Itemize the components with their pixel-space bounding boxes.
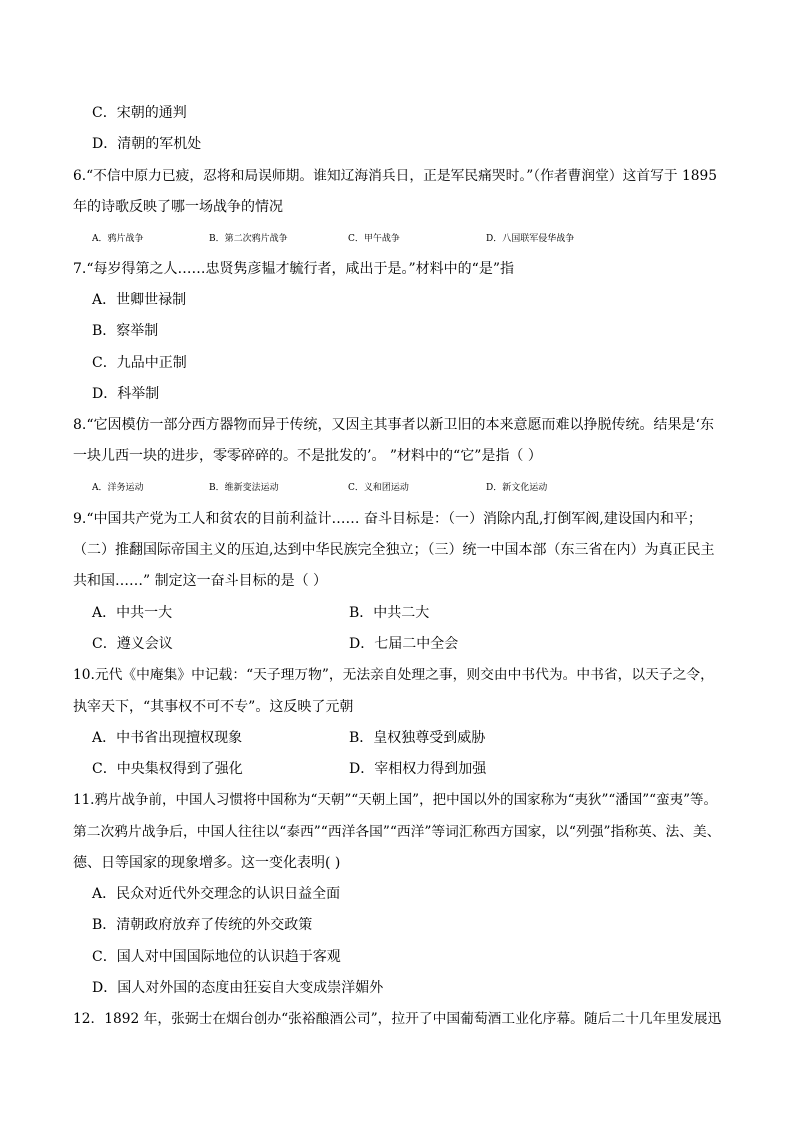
q9-stem-line2: （二）推翻国际帝国主义的压迫,达到中华民族完全独立；（三）统一中国本部（东三省在内）为真正民主 bbox=[73, 542, 715, 558]
q6-option-a: A．鸦片战争 bbox=[92, 234, 144, 244]
q7-option-b: B．察举制 bbox=[92, 323, 159, 339]
q6-option-d: D．八国联军侵华战争 bbox=[486, 234, 575, 244]
q8-stem-line2: 一块儿西一块的进步，零零碎碎的。不是批发的’。 ”材料中的“它”是指（ ） bbox=[73, 448, 542, 464]
q7-option-c: C．九品中正制 bbox=[92, 355, 187, 371]
q9-stem-line1: 9.“中国共产党为工人和贫农的目前利益计…… 奋斗目标是：（一）消除内乱,打倒军阀,建设国内和平； bbox=[73, 511, 702, 527]
q10-stem-line1: 10.元代《中庵集》中记载：“天子理万物”，无法亲自处理之事，则交由中书代为。中书省，以天子之令， bbox=[73, 667, 714, 683]
q6-stem-line1: 6.“不信中原力已疲，忍将和局误师期。谁知辽海消兵日，正是军民痛哭时。”（作者曹润堂）这首写于 1895 bbox=[73, 168, 718, 184]
q11-option-c: C．国人对中国国际地位的认识趋于客观 bbox=[92, 949, 341, 965]
q7-stem-line1: 7.“每岁得第之人……忠贤隽彦韫才毓行者，咸出于是。”材料中的“是”指 bbox=[73, 261, 514, 277]
q11-option-b: B．清朝政府放弃了传统的外交政策 bbox=[92, 917, 313, 933]
q7-option-a: A．世卿世禄制 bbox=[92, 292, 187, 308]
q5-option-c: C．宋朝的通判 bbox=[92, 105, 187, 121]
q6-stem-line2: 年的诗歌反映了哪一场战争的情况 bbox=[73, 199, 283, 215]
q5-option-d: D．清朝的军机处 bbox=[92, 136, 202, 152]
q8-option-c: C．义和团运动 bbox=[348, 483, 409, 493]
q10-option-b: B．皇权独尊受到威胁 bbox=[349, 730, 486, 746]
q12-stem-line1: 12．1892 年，张弼士在烟台创办“张裕酿酒公司”，拉开了中国葡萄酒工业化序幕。随后二十几年里发展迅 bbox=[73, 1011, 722, 1027]
q9-option-d: D．七届二中全会 bbox=[349, 636, 459, 652]
q8-option-a: A．洋务运动 bbox=[92, 483, 144, 493]
q9-option-a: A．中共一大 bbox=[92, 605, 173, 621]
q10-option-d: D．宰相权力得到加强 bbox=[349, 761, 487, 777]
q7-option-d: D．科举制 bbox=[92, 386, 160, 402]
q10-option-a: A．中书省出现擅权现象 bbox=[92, 730, 243, 746]
q6-options-row bbox=[92, 229, 732, 249]
q9-option-b: B．中共二大 bbox=[349, 605, 430, 621]
q10-stem-line2: 执宰天下，“其事权不可不专”。这反映了元朝 bbox=[73, 699, 354, 715]
q11-stem-line1: 11.鸦片战争前，中国人习惯将中国称为“天朝”“天朝上国”，把中国以外的国家称为“夷狄”“潘国”“蛮夷”等。 bbox=[73, 792, 717, 808]
q8-option-b: B．维新变法运动 bbox=[209, 483, 279, 493]
q6-option-c: C．甲午战争 bbox=[348, 234, 400, 244]
q6-option-b: B．第二次鸦片战争 bbox=[209, 234, 288, 244]
q11-option-d: D．国人对外国的态度由狂妄自大变成崇洋媚外 bbox=[92, 980, 384, 996]
q9-option-c: C．遵义会议 bbox=[92, 636, 173, 652]
q8-options-row bbox=[92, 478, 732, 498]
q10-option-c: C．中央集权得到了强化 bbox=[92, 761, 243, 777]
q11-stem-line3: 德、日等国家的现象增多。这一变化表明( ) bbox=[73, 855, 341, 871]
q11-option-a: A．民众对近代外交理念的认识日益全面 bbox=[92, 886, 341, 902]
q11-stem-line2: 第二次鸦片战争后，中国人往往以“泰西”“西洋各国”“西洋”等词汇称西方国家，以“列强”指称英、法、美、 bbox=[73, 824, 721, 840]
q8-option-d: D．新文化运动 bbox=[486, 483, 548, 493]
q8-stem-line1: 8.“它因模仿一部分西方器物而异于传统，又因主其事者以新卫旧的本来意愿而难以挣脱传统。结果是‘东 bbox=[73, 417, 714, 433]
q9-stem-line3: 共和国……” 制定这一奋斗目标的是（ ） bbox=[73, 573, 328, 589]
